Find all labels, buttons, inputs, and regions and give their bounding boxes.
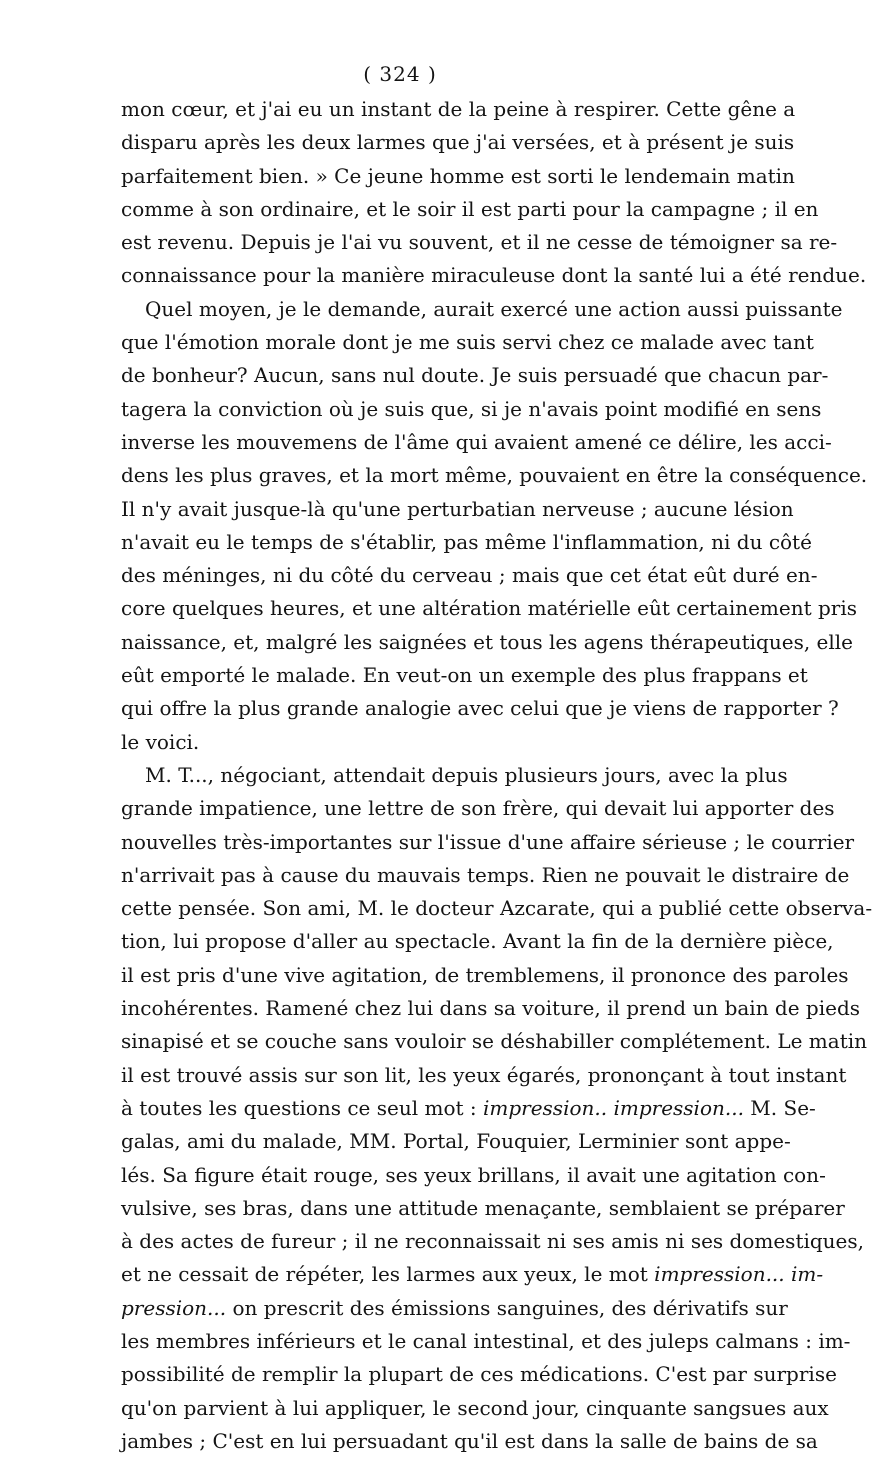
text-line: eût emporté le malade. En veut-on un exemple des plus frappans et	[121, 663, 808, 688]
text-line: il est pris d'une vive agitation, de tremblemens, il prononce des paroles	[121, 962, 849, 987]
italic-term: im-	[791, 1262, 824, 1287]
text-line: n'arrivait pas à cause du mauvais temps. Rien ne pouvait le distraire de	[121, 862, 850, 887]
text-line: incohérentes. Ramené chez lui dans sa voiture, il prend un bain de pieds	[121, 996, 861, 1021]
text-line: sinapisé et se couche sans vouloir se déshabiller complétement. Le matin	[121, 1029, 868, 1054]
text-line: n'avait eu le temps de s'établir, pas même l'inflammation, ni du côté	[121, 529, 812, 554]
text-line: jambes ; C'est en lui persuadant qu'il est dans la salle de bains de sa	[121, 1428, 818, 1453]
text-line: possibilité de remplir la plupart de ces médications. C'est par surprise	[121, 1362, 837, 1387]
text-line: tion, lui propose d'aller au spectacle. Avant la fin de la dernière pièce,	[121, 929, 834, 954]
text-line: galas, ami du malade, MM. Portal, Fouquier, Lerminier sont appe-	[121, 1129, 791, 1154]
text-line: des méninges, ni du côté du cerveau ; mais que cet état eût duré en-	[121, 563, 818, 588]
paragraph	[121, 759, 872, 1458]
text-line: à des actes de fureur ; il ne reconnaissait ni ses amis ni ses domestiques,	[121, 1229, 865, 1254]
text-line: et ne cessait de répéter, les larmes aux yeux, le mot impression... im-	[121, 1262, 824, 1287]
text-line: naissance, et, malgré les saignées et tous les agens thérapeutiques, elle	[121, 629, 854, 654]
italic-term: impression..	[482, 1095, 608, 1120]
text-line: comme à son ordinaire, et le soir il est parti pour la campagne ; il en	[121, 196, 819, 221]
text-line: M. T..., négociant, attendait depuis plusieurs jours, avec la plus	[145, 762, 788, 787]
text-line: les membres inférieurs et le canal intestinal, et des juleps calmans : im-	[121, 1328, 851, 1353]
text-line: disparu après les deux larmes que j'ai versées, et à présent je suis	[121, 130, 795, 155]
text-line: connaissance pour la manière miraculeuse dont la santé lui a été rendue.	[121, 263, 867, 288]
paragraph	[121, 93, 867, 293]
text-line: Il n'y avait jusque-là qu'une perturbatian nerveuse ; aucune lésion	[121, 496, 794, 521]
text-line: de bonheur? Aucun, sans nul doute. Je suis persuadé que chacun par-	[121, 363, 829, 388]
text-line: inverse les mouvemens de l'âme qui avaient amené ce délire, les acci-	[121, 429, 832, 454]
text-line: il est trouvé assis sur son lit, les yeux égarés, prononçant à tout instant	[121, 1062, 847, 1087]
italic-term: impression...	[613, 1095, 744, 1120]
text-line: pression... on prescrit des émissions sanguines, des dérivatifs sur	[121, 1295, 788, 1320]
text-line: lés. Sa figure était rouge, ses yeux brillans, il avait une agitation con-	[121, 1162, 826, 1187]
text-line: mon cœur, et j'ai eu un instant de la peine à respirer. Cette gêne a	[121, 97, 796, 121]
body-text	[121, 93, 872, 1458]
italic-term: impression...	[654, 1262, 785, 1287]
text-line: grande impatience, une lettre de son frère, qui devait lui apporter des	[121, 796, 835, 821]
text-line: core quelques heures, et une altération matérielle eût certainement pris	[121, 596, 858, 621]
text-line: dens les plus graves, et la mort même, pouvaient en être la conséquence.	[121, 463, 868, 488]
text-line: nouvelles très-importantes sur l'issue d'une affaire sérieuse ; le courrier	[121, 829, 855, 854]
text-line: cette pensée. Son ami, M. le docteur Azcarate, qui a publié cette observa-	[121, 896, 872, 921]
text-line: Quel moyen, je le demande, aurait exercé une action aussi puissante	[145, 296, 843, 321]
paragraph	[121, 293, 868, 759]
text-line: vulsive, ses bras, dans une attitude menaçante, semblaient se préparer	[121, 1195, 845, 1220]
italic-term: pression...	[121, 1295, 227, 1320]
text-line: est revenu. Depuis je l'ai vu souvent, et il ne cesse de témoigner sa re-	[121, 230, 838, 255]
text-line: tagera la conviction où je suis que, si je n'avais point modifié en sens	[121, 396, 822, 421]
text-line: à toutes les questions ce seul mot : impression.. impression... M. Se-	[121, 1095, 816, 1120]
text-line: que l'émotion morale dont je me suis servi chez ce malade avec tant	[121, 330, 814, 355]
text-line: parfaitement bien. » Ce jeune homme est sorti le lendemain matin	[121, 163, 795, 188]
page-number: ( 324 )	[363, 62, 437, 86]
text-line: qu'on parvient à lui appliquer, le second jour, cinquante sangsues aux	[121, 1395, 829, 1420]
text-line: qui offre la plus grande analogie avec celui que je viens de rapporter ?	[121, 696, 839, 721]
text-line: le voici.	[121, 729, 200, 754]
